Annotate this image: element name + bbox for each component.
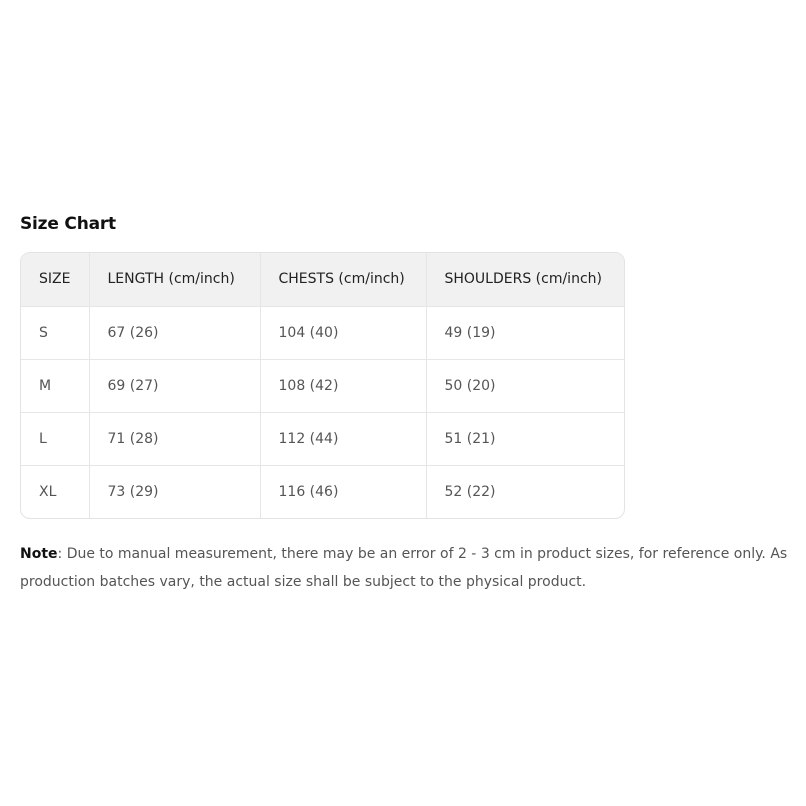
note-label: Note [20,546,58,562]
cell-chests: 112 (44) [260,412,426,465]
cell-size: L [21,412,89,465]
header-chests: CHESTS (cm/inch) [260,253,426,306]
table-row [21,359,624,412]
cell-chests: 116 (46) [260,465,426,518]
cell-length: 67 (26) [89,306,260,359]
cell-size: XL [21,465,89,518]
table-row [21,465,624,518]
cell-shoulders: 50 (20) [426,359,624,412]
cell-length: 73 (29) [89,465,260,518]
cell-length: 71 (28) [89,412,260,465]
cell-size: M [21,359,89,412]
table-header-row [21,253,624,306]
cell-shoulders: 52 (22) [444,483,496,500]
header-size: SIZE [21,253,89,306]
cell-size: S [21,306,89,359]
cell-shoulders: 51 (21) [426,412,624,465]
cell-shoulders: 49 (19) [426,306,624,359]
header-shoulders: SHOULDERS (cm/inch) [426,253,624,306]
cell-length: 69 (27) [89,359,260,412]
table-row [21,412,624,465]
page-title: Size Chart [20,214,116,234]
cell-chests: 104 (40) [260,306,426,359]
cell-chests: 108 (42) [260,359,426,412]
header-length: LENGTH (cm/inch) [89,253,260,306]
note-text: : Due to manual measurement, there may be an error of 2 - 3 cm in product sizes, for reference only. As production batches vary, the actual size shall be subject to the physical product. [20,546,788,590]
size-note [20,540,796,596]
size-chart-table [20,252,625,519]
table-row [21,306,624,359]
